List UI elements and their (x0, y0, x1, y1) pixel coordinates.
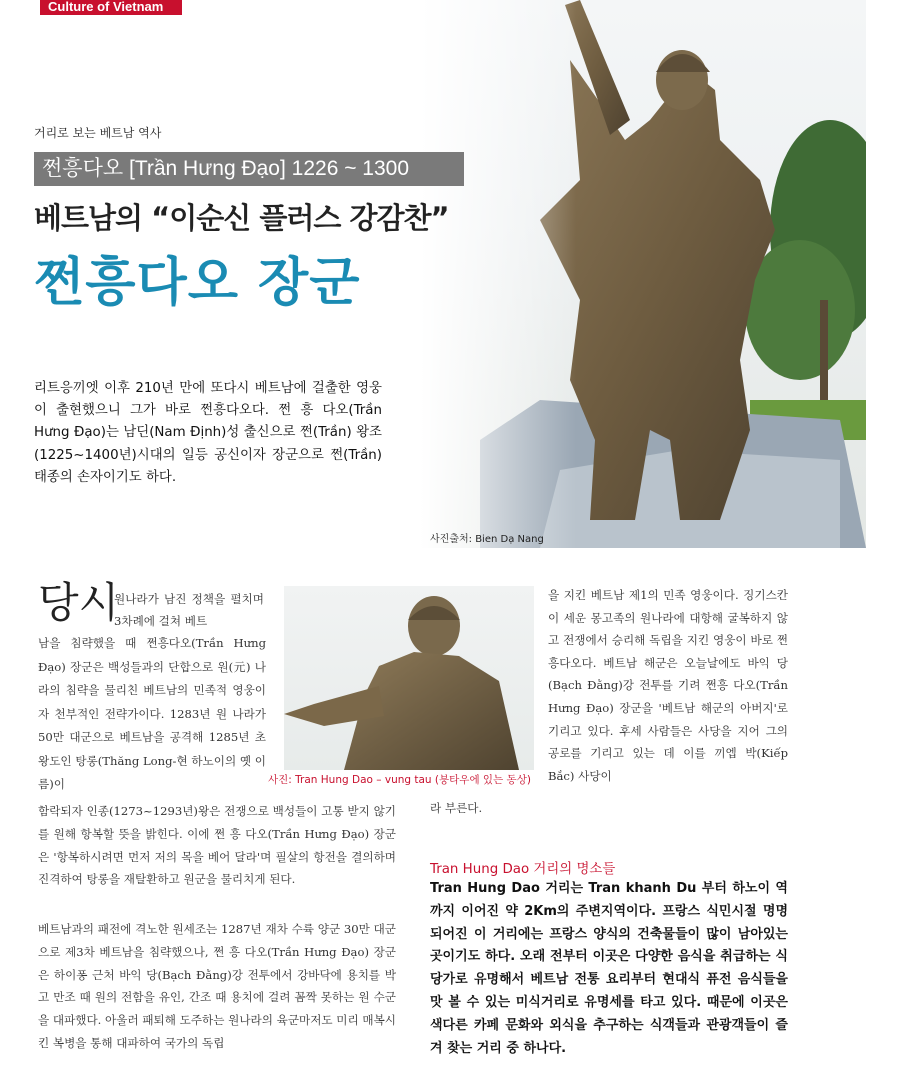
headline: 쩐흥다오 장군 (34, 253, 361, 313)
photo-caption: 사진: Tran Hung Dao – vung tau (붕타우에 있는 동상) (268, 774, 531, 786)
lead-paragraph: 리트응끼엣 이후 210년 만에 또다시 베트남에 걸출한 영웅이 출현했으니 그가 바로 쩐흥다오다. 쩐 흥 다오(Trần Hưng Đạo)는 남딘(Nam Định)성 출신으로 쩐(Trần) 왕조(1225~1400년)시대의 일등 공신이자 장군으로 쩐(Trần) 태종의 손자이기도 하다. (34, 381, 382, 485)
body-paragraph-right: 을 지킨 베트남 제1의 민족 영웅이다. 징기스칸이 세운 몽고족의 원나라에 대항해 굴복하지 않고 전쟁에서 승리해 독립을 지킨 영웅이 바로 쩐흥다오다. 베트남 해군은 오늘날에도 바익 당(Bạch Đằng)강 전투를 기려 쩐흥 다오(Trần Hưng Đạo) 장군을 '베트남 해군의 아버지'로 기리고 있다. 후세 사람들은 사당을 지어 그의 공로를 기리고 있는 데 이를 끼엡 박(Kiếp Bắc) 사당이 (548, 588, 788, 783)
subtitle: 베트남의 “이순신 플러스 강감찬” (34, 201, 449, 235)
hero-statue-photo (420, 0, 866, 548)
body-paragraph-1-end: 함락되자 인종(1273~1293년)왕은 전쟁으로 백성들이 고통 받지 않기를 원해 항복할 뜻을 밝힌다. 이에 쩐 흥 다오(Trần Hưng Đạo) 장군은 '항복하시려면 먼저 저의 목을 베어 달라'며 필살의 항전을 결의하며 진격하여 탕롱을 재탈환하고 원군을 물리치게 된다. (38, 804, 396, 887)
photo-credit: 사진출처: Bien Dạ Nang (430, 534, 544, 545)
title-bar: 쩐흥다오 [Trần Hưng Đạo] 1226 ~ 1300 (34, 152, 464, 186)
sidebar-text: Tran Hung Dao 거리는 Tran khanh Du 부터 하노이 역까지 이어진 약 2Km의 주변지역이다. 프랑스 식민시절 명명되어진 이 거리에는 프랑스 양식의 건축물들이 많이 남아있는 곳이기도 하다. 오래 전부터 이곳은 다양한 음식을 취급하는 식당가로 유명해서 베트남 전통 요리부터 현대식 퓨전 음식들을 맛 볼 수 있는 미식거리로 유명세를 타고 있다. 때문에 이곳은 색다른 카페 문화와 외식을 추구하는 식객들과 관광객들이 즐겨 찾는 거리 중 하나다. (430, 881, 788, 1056)
sidebar-title: Tran Hung Dao 거리의 명소들 (430, 862, 616, 877)
body-paragraph-right-end: 라 부른다. (430, 801, 483, 815)
body-paragraph-2: 베트남과의 패전에 격노한 원세조는 1287년 재차 수륙 양군 30만 대군으로 제3차 베트남을 침략했으나, 쩐 흥 다오(Trần Hưng Đạo) 장군은 하이퐁 근처 바익 당(Bạch Đằng)강 전투에서 강바닥에 용치를 박고 만조 때 원의 전함을 유인, 간조 때 용치에 걸려 꼼짝 못하는 원 수군을 대파했다. 아울러 패퇴해 도주하는 원나라의 육군마저도 미리 매복시킨 복병을 통해 대파하여 국가의 독립 (38, 922, 396, 1050)
drop-cap: 당시 (38, 578, 120, 627)
kicker: 거리로 보는 베트남 역사 (34, 126, 162, 140)
body-paragraph-1-column: 남을 침략했을 때 쩐흥다오(Trần Hưng Đạo) 장군은 백성들과의 단합으로 원(元) 나라의 침략을 물리친 베트남의 민족적 영웅이자 천부적인 전략가이다. 1283년 원 나라가 50만 대군으로 베트남을 공격해 1285년 초 왕도인 탕롱(Thăng Long-현 하노이의 옛 이름)이 (38, 636, 266, 791)
section-tag: Culture of Vietnam (40, 0, 182, 15)
body-paragraph-1-start: 원나라가 남진 정책을 펼치며 3차례에 걸쳐 베트 (114, 592, 264, 629)
mid-statue-photo (284, 586, 534, 770)
